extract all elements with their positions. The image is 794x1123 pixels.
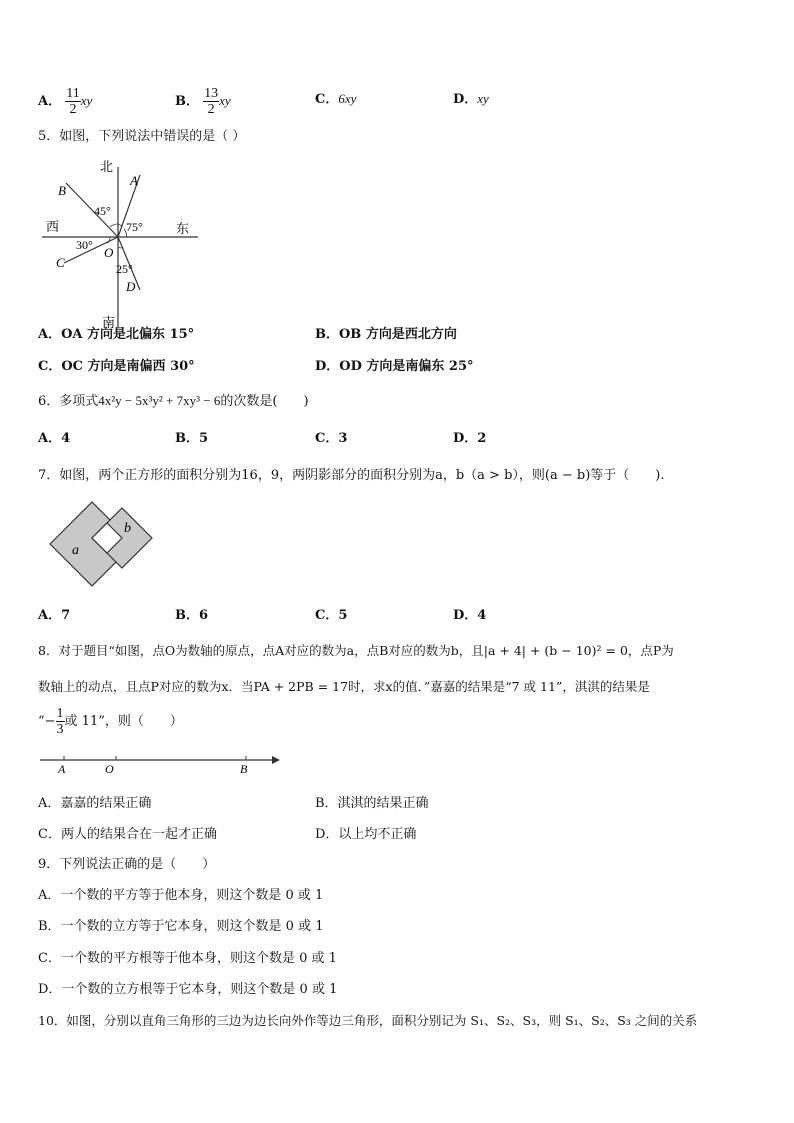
q5-option-a: A．OA 方向是北偏东 15° [38, 327, 195, 342]
q4-option-b-fraction [203, 86, 219, 117]
q10-stem: 10．如图，分别以直角三角形的三边为边长向外作等边三角形，面积分别记为 S₁、S₂、S₃，则 S₁、S₂、S₃ 之间的关系 [38, 1013, 698, 1028]
q6-stem [38, 390, 309, 409]
q5-point-c: C [56, 255, 65, 270]
q8-option-d: D．以上均不正确 [315, 827, 417, 842]
q4-option-d [453, 88, 489, 107]
q4-b-denominator: 2 [207, 102, 215, 117]
q5-angle-45: 45° [94, 204, 111, 218]
q7-label-b: b [124, 521, 131, 536]
q8-axis-label-o: O [105, 762, 114, 776]
q7-option-d: D．4 [453, 608, 487, 623]
q5-option-c: C．OC 方向是南偏西 30° [38, 359, 195, 374]
q8-fraction-num: 1 [56, 706, 64, 721]
q5-south-label: 南 [102, 315, 116, 330]
q4-a-denominator: 2 [69, 102, 77, 117]
q4-option-c-label: C． [315, 92, 339, 107]
q5-east-label: 东 [176, 221, 190, 236]
q6-option-c: C．3 [315, 431, 348, 446]
q5-angle-75: 75° [126, 220, 143, 234]
q6-option-a: A．4 [38, 431, 71, 446]
q8-number-line [38, 750, 288, 778]
q8-axis-label-a: A [58, 762, 66, 776]
q8-axis-arrow [272, 756, 280, 764]
q5-compass-figure [40, 155, 210, 330]
q5-angle-25: 25° [116, 262, 133, 276]
q5-point-b: B [58, 183, 66, 198]
q8-stem-line2: 数轴上的动点，且点P对应的数为x．当PA + 2PB = 17时，求x的值．”嘉嘉的结果是“7 或 11”，淇淇的结果是 [38, 679, 650, 694]
q5-west-label: 西 [46, 219, 60, 234]
q6-prefix: 6．多项式 [38, 394, 99, 409]
q4-option-c-value: 6xy [338, 91, 357, 106]
q4-b-numerator: 13 [204, 86, 219, 101]
q7-squares-figure [44, 498, 159, 588]
q4-option-b-label: B． [175, 94, 199, 109]
q8-stem-line1: 8．对于题目“如图，点O为数轴的原点，点A对应的数为a，点B对应的数为b，且|a + 4| + (b − 10)² = 0，点P为 [38, 643, 674, 658]
q4-option-a-fraction [65, 86, 80, 117]
q5-point-d: D [126, 279, 136, 294]
q8-fraction-den: 3 [56, 722, 64, 737]
q6-polynomial: 4x²y − 5x³y² + 7xy³ − 6 [98, 393, 221, 408]
q4-option-a-var: xy [80, 93, 93, 108]
q5-angle-30: 30° [76, 238, 93, 252]
q5-point-o: O [104, 245, 114, 260]
q8-line3-prefix: “− [38, 714, 56, 729]
q4-option-b [175, 86, 231, 117]
q6-option-b: B．5 [175, 431, 209, 446]
q4-option-a-label: A． [38, 94, 62, 109]
q5-option-d: D．OD 方向是南偏东 25° [315, 359, 474, 374]
q6-option-d: D．2 [453, 431, 487, 446]
q9-stem: 9．下列说法正确的是（ ） [38, 857, 216, 872]
q8-option-b: B．淇淇的结果正确 [315, 796, 429, 811]
q7-option-c: C．5 [315, 608, 348, 623]
q8-option-a: A．嘉嘉的结果正确 [38, 796, 152, 811]
q4-a-numerator: 11 [66, 86, 80, 101]
q9-option-c: C．一个数的平方根等于他本身，则这个数是 0 或 1 [38, 951, 337, 966]
q8-fraction [56, 706, 65, 737]
q5-point-a: A [130, 173, 138, 188]
q8-stem-line3 [38, 706, 183, 737]
q6-suffix: 的次数是( ) [220, 394, 309, 409]
q5-stem: 5．如图，下列说法中错误的是（ ） [38, 129, 246, 144]
q5-north-label: 北 [100, 159, 114, 174]
q4-option-a [38, 86, 92, 117]
q5-option-b: B．OB 方向是西北方向 [315, 327, 457, 342]
q9-option-d: D．一个数的立方根等于它本身，则这个数是 0 或 1 [38, 982, 338, 997]
q8-axis-label-b: B [240, 762, 248, 776]
q5-angle-arc-north [110, 224, 122, 227]
q4-option-d-value: xy [477, 91, 489, 106]
q9-option-a: A．一个数的平方等于他本身，则这个数是 0 或 1 [38, 888, 324, 903]
q8-option-c: C．两人的结果合在一起才正确 [38, 827, 217, 842]
q4-option-d-label: D． [453, 92, 478, 107]
q7-option-a: A．7 [38, 608, 71, 623]
q8-line3-suffix: 或 11”，则（ ） [64, 714, 183, 729]
q4-option-c [315, 88, 356, 107]
q7-label-a: a [72, 543, 79, 558]
q9-option-b: B．一个数的立方等于它本身，则这个数是 0 或 1 [38, 919, 324, 934]
q4-option-b-var: xy [219, 93, 231, 108]
q7-option-b: B．6 [175, 608, 209, 623]
q7-stem: 7．如图，两个正方形的面积分别为16，9，两阴影部分的面积分别为a，b（a > b），则(a − b)等于（ ). [38, 468, 665, 483]
